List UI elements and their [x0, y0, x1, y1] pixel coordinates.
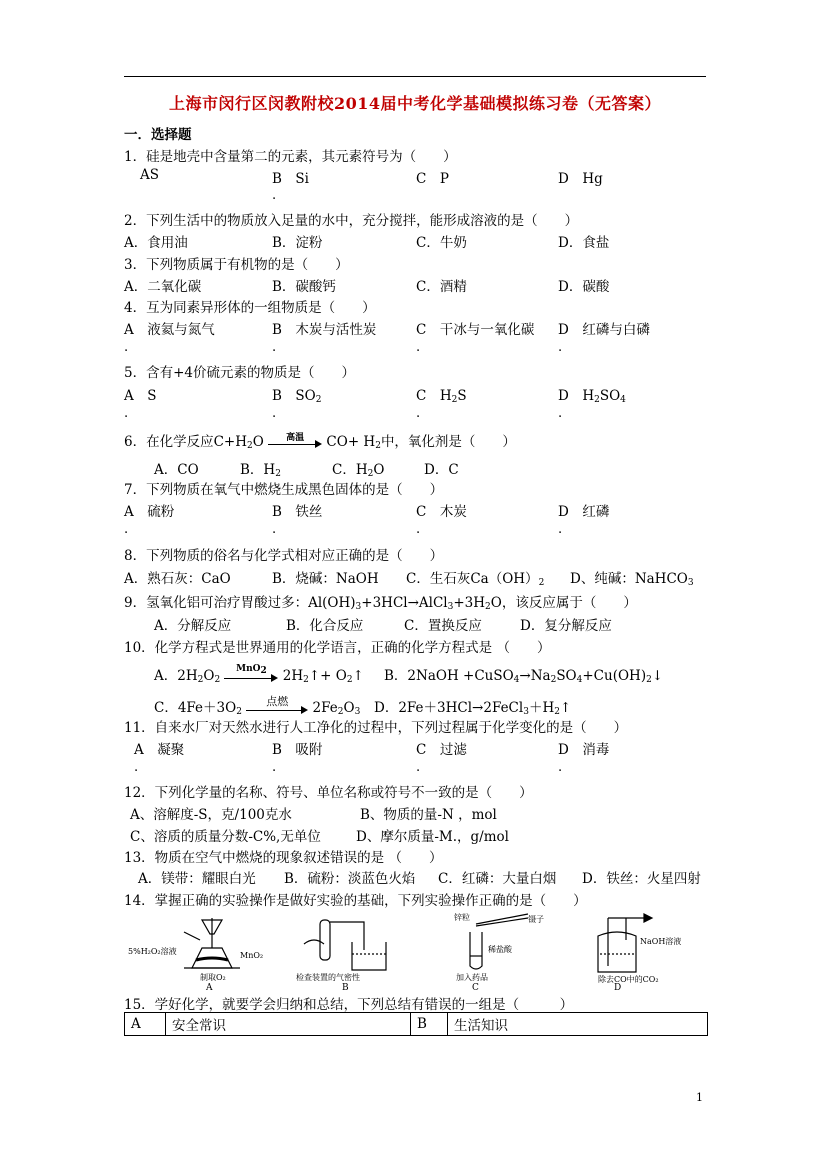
- question-10-options-cd: [124, 696, 706, 716]
- question-10-options-ab: [124, 664, 706, 684]
- option-b: B．$H_2$: [240, 462, 281, 479]
- option-d: D．$2Fe+3HCl\to 2FeCl_3+H_2↑$: [374, 700, 572, 717]
- question-1-options: [124, 167, 706, 187]
- figure-c: [470, 914, 528, 969]
- option-d: D 红磷: [558, 504, 610, 520]
- option-a: A．分解反应: [154, 618, 232, 634]
- reaction-arrow: 高温: [268, 436, 322, 450]
- question-2-stem: 2．下列生活中的物质放入足量的水中，充分搅拌，能形成溶液的是（ ）: [124, 213, 579, 229]
- question-13-options: [124, 867, 706, 887]
- fig-c-letter: C: [472, 983, 479, 990]
- option-b: B．淀粉: [272, 235, 323, 251]
- option-c: C．牛奶: [416, 235, 467, 251]
- option-b: B 吸附: [272, 742, 323, 758]
- question-7-stem: 7．下列物质在氧气中燃烧生成黑色固体的是（ ）: [124, 482, 444, 498]
- option-c: C．置换反应: [404, 618, 482, 634]
- reaction-arrow: MnO2: [224, 670, 278, 684]
- option-a: A 凝聚: [134, 742, 185, 758]
- question-11-options: [124, 738, 706, 758]
- question-12-options-ab: [124, 803, 706, 823]
- option-b: B．化合反应: [286, 618, 364, 634]
- question-14-stem: 14．掌握正确的实验操作是做好实验的基础，下列实验操作正确的是（ ）: [124, 893, 587, 909]
- option-c: C．红磷：大量白烟: [438, 871, 557, 887]
- question-4-options: [124, 318, 706, 338]
- question-8-options: [124, 567, 706, 587]
- experiment-figures: [124, 910, 706, 990]
- option-c: C 干冰与一氧化碳: [416, 322, 535, 338]
- fig-a-catalyst-label: MnO₂: [240, 951, 264, 960]
- question-9-options: [124, 614, 706, 634]
- option-a: A．二氧化碳: [124, 279, 202, 295]
- fig-a-reagent-label: 5%H₂O₂溶液: [128, 947, 177, 956]
- option-dots: .: [272, 188, 277, 203]
- table-cell: B: [411, 1013, 448, 1036]
- figure-b: [304, 920, 386, 970]
- option-dots: . . . .: [124, 522, 563, 537]
- option-c: C、溶质的质量分数-C%,无单位: [130, 829, 321, 845]
- table-cell: 生活知识: [448, 1013, 708, 1036]
- option-a: A．CO: [154, 462, 199, 478]
- question-1-stem: 1．硅是地壳中含量第二的元素，其元素符号为（ ）: [124, 149, 457, 165]
- fig-d-letter: D: [614, 983, 622, 990]
- option-d: D．复分解反应: [520, 618, 612, 634]
- question-9-stem: 9．氢氧化铝可治疗胃酸过多：$Al(OH)_3+3HCl\to AlCl_3+3H_2O$，该反应属于（ ）: [124, 595, 637, 612]
- fig-a-caption: 制取O₂: [200, 973, 226, 982]
- option-b: B．烧碱：NaOH: [272, 571, 379, 587]
- option-c: C 过滤: [416, 742, 467, 758]
- question-5-stem: 5．含有+4价硫元素的物质是（ ）: [124, 365, 355, 381]
- option-a: A 液氦与氮气: [124, 322, 215, 338]
- option-b: B．2NaOH $+CuSO_4\to Na_2SO_4+Cu(OH)_2↓$: [384, 668, 664, 685]
- option-a: A．镁带：耀眼白光: [138, 871, 256, 887]
- figure-a: [184, 918, 240, 968]
- question-8-stem: 8．下列物质的俗名与化学式相对应正确的是（ ）: [124, 548, 444, 564]
- option-d: D 消毒: [558, 742, 610, 758]
- question-2-options: [124, 231, 706, 251]
- option-a: A．$2H_2O_2$ MnO2 $2H_2↑+$ $O_2↑$: [154, 663, 364, 685]
- page-title: 上海市闵行区闵教附校2014届中考化学基础模拟练习卷（无答案）: [168, 94, 662, 113]
- option-b: B Si: [272, 171, 309, 187]
- option-dots: . . . .: [134, 760, 563, 775]
- question-5-options: [124, 384, 706, 404]
- fig-b-caption: 检查装置的气密性: [296, 973, 360, 982]
- option-b: B．碳酸钙: [272, 279, 336, 295]
- fig-a-letter: A: [206, 983, 213, 990]
- question-15-stem: 15．学好化学，就要学会归纳和总结，下列总结有错误的一组是（ ）: [124, 997, 574, 1013]
- reaction-arrow: 点燃: [246, 702, 308, 716]
- option-d: D．食盐: [558, 235, 610, 251]
- option-a: A．熟石灰：CaO: [124, 571, 231, 587]
- question-3-stem: 3．下列物质属于有机物的是（ ）: [124, 257, 349, 273]
- option-d: D 红磷与白磷: [558, 322, 650, 338]
- option-d: D、摩尔质量-M.，g/mol: [356, 829, 509, 845]
- option-d: D．碳酸: [558, 279, 610, 295]
- summary-table: [124, 1012, 708, 1036]
- fig-b-letter: B: [342, 983, 349, 990]
- option-c: C P: [416, 171, 449, 187]
- option-d: D Hg: [558, 171, 603, 187]
- option-a: A、溶解度-S，克/100克水: [130, 807, 292, 823]
- option-b: B $SO_2$: [272, 388, 322, 405]
- fig-c-tweezers-label: 镊子: [528, 915, 544, 924]
- question-4-stem: 4．互为同素异形体的一组物质是（ ）: [124, 300, 376, 316]
- option-b: B 木炭与活性炭: [272, 322, 377, 338]
- option-d: D．C: [424, 462, 459, 478]
- option-c: C．生石灰$Ca(OH)_2$: [406, 571, 545, 588]
- page-number: 1: [696, 1091, 703, 1104]
- option-a: AS: [140, 167, 159, 183]
- table-cell: A: [125, 1013, 166, 1036]
- fig-d-solution-label: NaOH溶液: [640, 937, 682, 946]
- fig-c-caption: 加入药品: [456, 973, 488, 982]
- option-c: C．$H_2O$: [332, 462, 385, 479]
- question-11-stem: 11．自来水厂对天然水进行人工净化的过程中，下列过程属于化学变化的是（ ）: [124, 720, 628, 736]
- question-3-options: [124, 275, 706, 295]
- option-d: D $H_2SO_4$: [558, 388, 626, 405]
- option-b: B 铁丝: [272, 504, 323, 520]
- apparatus-illustration: [124, 910, 706, 990]
- option-dots: . . . .: [124, 406, 563, 421]
- question-12-stem: 12．下列化学量的名称、符号、单位名称或符号不一致的是（ ）: [124, 785, 533, 801]
- question-12-options-cd: [124, 825, 706, 845]
- header-rule: [124, 76, 706, 77]
- option-c: C．酒精: [416, 279, 467, 295]
- section-heading: 一．选择题: [124, 127, 192, 143]
- question-10-stem: 10．化学方程式是世界通用的化学语言，正确的化学方程式是 （ ）: [124, 640, 551, 656]
- option-dots: . . . .: [124, 340, 563, 355]
- option-d: D、纯碱：NaHCO$_3$: [570, 571, 694, 588]
- option-c: C $H_2S$: [416, 388, 467, 405]
- table-row: [125, 1013, 708, 1036]
- option-a: A．食用油: [124, 235, 188, 251]
- fig-c-zinc-label: 锌粒: [454, 913, 470, 922]
- option-d: D．铁丝：火星四射: [582, 871, 701, 887]
- option-c: C．$4Fe+3O_2$ 点燃 $2Fe_2O_3$: [154, 694, 361, 717]
- question-6-options: [124, 458, 706, 478]
- fig-d-caption: 除去CO中的CO₂: [598, 975, 659, 984]
- question-7-options: [124, 500, 706, 520]
- option-a: A S: [124, 388, 157, 404]
- question-6-stem: 6．在化学反应$C+H_2O$ 高温 $CO+ H_2$中，氧化剂是（ ）: [124, 432, 516, 451]
- table-cell: 安全常识: [166, 1013, 411, 1036]
- option-b: B．硫粉：淡蓝色火焰: [284, 871, 416, 887]
- option-c: C 木炭: [416, 504, 467, 520]
- question-13-stem: 13．物质在空气中燃烧的现象叙述错误的是 （ ）: [124, 850, 443, 866]
- option-a: A 硫粉: [124, 504, 175, 520]
- fig-c-acid-label: 稀盐酸: [488, 945, 512, 954]
- option-b: B、物质的量-N ，mol: [360, 807, 497, 823]
